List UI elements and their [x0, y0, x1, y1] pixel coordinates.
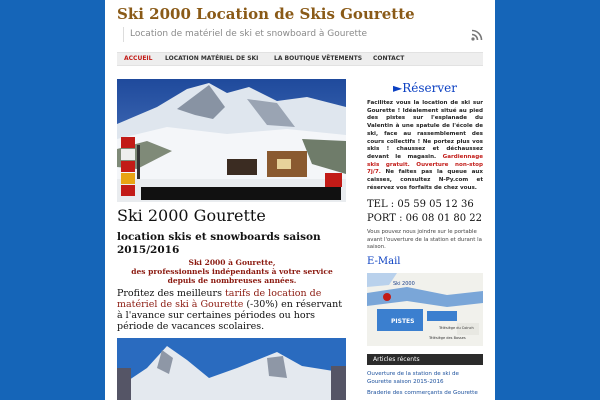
telephone-number: TEL : 05 59 05 12 36 [367, 199, 474, 210]
site-header [105, 0, 495, 52]
location-map[interactable] [367, 273, 483, 346]
subtitle-line-1: location skis et snowboards saison [117, 231, 321, 243]
nav-boutique-vetements[interactable]: LA BOUTIQUE VÊTEMENTS [274, 55, 363, 62]
reserver-link[interactable]: ►Réserver [393, 81, 457, 95]
nav-contact[interactable]: CONTACT [373, 55, 405, 62]
main-nav [117, 52, 483, 66]
pricing-paragraph [117, 288, 349, 332]
nav-location-materiel[interactable]: LOCATION MATÉRIEL DE SKI [165, 55, 259, 62]
sidebar-text-red: Gardiennage skis gratuit. Ouverture non-stop 7j/7. [367, 153, 483, 176]
intro-line-2: des professionnels indépendants à votre service [131, 267, 333, 276]
para-text-b: (-30%) en réservant à l'avance sur certaines périodes ou hors période de vacances scolaires. [117, 299, 343, 332]
email-link[interactable]: E-Mail [367, 256, 401, 267]
contact-note: Vous pouvez nous joindre sur le portable avant l'ouverture de la station et durant la saison. [367, 229, 482, 250]
recent-posts-heading-label: Articles récents [373, 356, 420, 363]
recent-post-link[interactable]: Ouverture de la station de ski de Gourette saison 2015-2016 [367, 371, 459, 385]
sidebar-text-a: Facilitez vous la location de ski sur Gourette ! Idéalement situé au pied des pistes sur l'esplanade du Valentin à une spatule de l'école de ski, face au rassemblement des cours collectifs ! Ne portez plus vos skis ! chaussez et déchaussez devant le magasin. [367, 100, 483, 160]
subtitle-line-2: 2015/2016 [117, 244, 180, 256]
map-label-shop: Ski 2000 [393, 281, 415, 287]
map-label-pistes: PISTES [391, 318, 415, 325]
para-highlight[interactable]: tarifs de location de matériel de ski à Gourette [117, 288, 322, 310]
page [105, 0, 495, 400]
hero-ski-resort-image [117, 79, 346, 202]
nav-accueil[interactable]: ACCUEIL [124, 55, 153, 62]
recent-posts-heading [367, 354, 483, 365]
sidebar-intro-text [367, 100, 483, 192]
rss-icon[interactable] [471, 29, 483, 41]
map-label-telesiege-coinch: Télésiège du Coinch [439, 326, 474, 330]
recent-post-link[interactable]: Braderie des commerçants de Gourette [367, 390, 478, 396]
sidebar-text-b: Ne faites pas la queue aux caisses, consultez N-Py.com et réservez vos forfaits de chez vous. [367, 169, 483, 191]
site-title[interactable]: Ski 2000 Location de Skis Gourette [117, 5, 415, 23]
map-label-telesiege-bosses: Télésiège des Bosses [429, 336, 466, 340]
intro-highlight [117, 258, 347, 285]
intro-line-3: depuis de nombreuses années. [167, 276, 297, 285]
page-subtitle [117, 231, 347, 257]
mountain-image [117, 338, 346, 400]
page-title: Ski 2000 Gourette [117, 206, 266, 225]
mobile-number: PORT : 06 08 01 80 22 [367, 213, 483, 224]
intro-line-1: Ski 2000 à Gourette, [188, 258, 276, 267]
para-text-a: Profitez des meilleurs [117, 288, 225, 299]
site-tagline: Location de matériel de ski et snowboard à Gourette [123, 27, 367, 42]
